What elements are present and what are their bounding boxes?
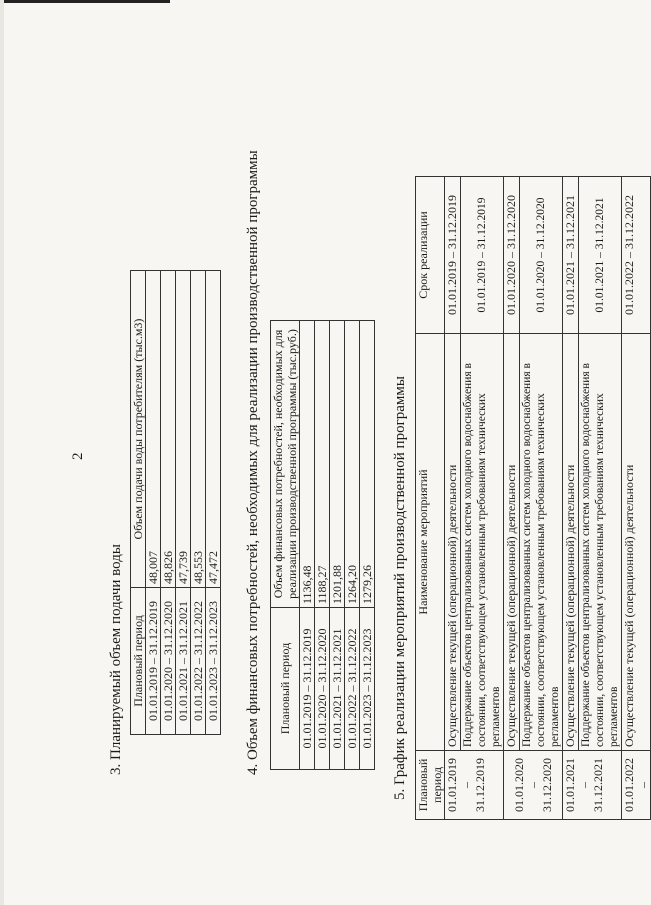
cell-term: 01.01.2021 – 31.12.2021 [563, 177, 579, 334]
cell-term: 01.01.2019 – 31.12.2019 [461, 177, 504, 334]
cell-volume: 47,472 [206, 271, 221, 588]
table-row [345, 321, 360, 770]
header-activity: Наименование мероприятий [416, 334, 445, 751]
table-header-row [131, 271, 146, 735]
cell-amount: 1279,26 [360, 321, 375, 608]
cell-term: 01.01.2022 – 31.12.2022 [622, 177, 651, 334]
section5-title: 5. График реализации мероприятий производственной программы [392, 376, 408, 800]
table-row [622, 177, 651, 820]
table-header-row [271, 321, 300, 770]
cell-amount: 1188,27 [315, 321, 330, 608]
cell-period: 01.01.2021 – 31.12.2021 [176, 588, 191, 735]
water-volume-table [130, 270, 221, 735]
cell-term: 01.01.2020 – 31.12.2020 [504, 177, 520, 334]
cell-amount: 1136,48 [300, 321, 315, 608]
cell-period [622, 751, 651, 820]
period-line: 01.01.2021 – [563, 758, 591, 812]
table-row [146, 271, 161, 735]
table-row [520, 177, 563, 820]
cell-amount: 1264,20 [345, 321, 360, 608]
document-page [0, 10, 650, 895]
table-row [360, 321, 375, 770]
cell-volume: 48,553 [191, 271, 206, 588]
table-header-row [416, 177, 445, 820]
cell-term: 01.01.2019 – 31.12.2019 [445, 177, 461, 334]
cell-term: 01.01.2021 – 31.12.2021 [579, 177, 622, 334]
period-line: 01.01.2022 – [622, 758, 650, 812]
cell-period: 01.01.2022 – 31.12.2022 [345, 608, 360, 770]
table-row [206, 271, 221, 735]
financial-needs-table [270, 320, 375, 770]
period-line: 01.01.2019 – [445, 758, 473, 812]
header-volume: Объем подачи воды потребителям (тыс.м3) [131, 271, 146, 588]
header-period: Плановый период [271, 608, 300, 770]
header-term: Срок реализации [416, 177, 445, 334]
section3-title: 3. Планируемый объем подачи воды [108, 544, 124, 775]
period-line: 31.12.2019 [473, 758, 487, 812]
table-row [300, 321, 315, 770]
schedule-table [415, 176, 651, 820]
cell-period: 01.01.2019 – 31.12.2019 [300, 608, 315, 770]
cell-activity: Поддержание объектов централизованных систем холодного водоснабжения в состоянии, соответствующем установленным требованиям технических регламентов [520, 334, 563, 751]
cell-activity: Поддержание объектов централизованных систем холодного водоснабжения в состоянии, соответствующем установленным требованиям технических регламентов [461, 334, 504, 751]
table-row [161, 271, 176, 735]
cell-period: 01.01.2023 – 31.12.2023 [206, 588, 221, 735]
cell-period: 01.01.2023 – 31.12.2023 [360, 608, 375, 770]
header-period: Плановый период [131, 588, 146, 735]
scan-top-bar [0, 0, 170, 3]
cell-activity: Осуществление текущей (операционной) деятельности [563, 334, 579, 751]
cell-activity: Осуществление текущей (операционной) деятельности [622, 334, 651, 751]
period-line: 31.12.2020 [540, 758, 554, 812]
table-row [315, 321, 330, 770]
cell-term: 01.01.2020 – 31.12.2020 [520, 177, 563, 334]
cell-period [563, 751, 622, 820]
table-row [445, 177, 461, 820]
cell-activity: Поддержание объектов централизованных систем холодного водоснабжения в состоянии, соответствующем установленным требованиям технических регламентов [579, 334, 622, 751]
table-row [563, 177, 579, 820]
cell-period: 01.01.2019 – 31.12.2019 [146, 588, 161, 735]
header-financial: Объем финансовых потребностей, необходимых для реализации производственной программы (тыс.руб.) [271, 321, 300, 608]
cell-period [504, 751, 563, 820]
cell-period [445, 751, 504, 820]
cell-volume: 48,826 [161, 271, 176, 588]
cell-activity: Осуществление текущей (операционной) деятельности [445, 334, 461, 751]
table-row [176, 271, 191, 735]
header-period: Плановый период [416, 751, 445, 820]
table-row [461, 177, 504, 820]
period-line: 31.12.2021 [591, 758, 605, 812]
table-row [330, 321, 345, 770]
section4-title: 4. Объем финансовых потребностей, необходимых для реализации производственной программы [245, 150, 261, 775]
cell-period: 01.01.2022 – 31.12.2022 [191, 588, 206, 735]
table-row [191, 271, 206, 735]
cell-amount: 1201,88 [330, 321, 345, 608]
cell-volume: 47,739 [176, 271, 191, 588]
table-row [504, 177, 520, 820]
cell-period: 01.01.2020 – 31.12.2020 [315, 608, 330, 770]
period-line: 01.01.2020 – [512, 758, 540, 812]
cell-period: 01.01.2021 – 31.12.2021 [330, 608, 345, 770]
cell-volume: 48,007 [146, 271, 161, 588]
page-number: 2 [70, 452, 86, 460]
cell-activity: Осуществление текущей (операционной) деятельности [504, 334, 520, 751]
cell-period: 01.01.2020 – 31.12.2020 [161, 588, 176, 735]
table-row [579, 177, 622, 820]
